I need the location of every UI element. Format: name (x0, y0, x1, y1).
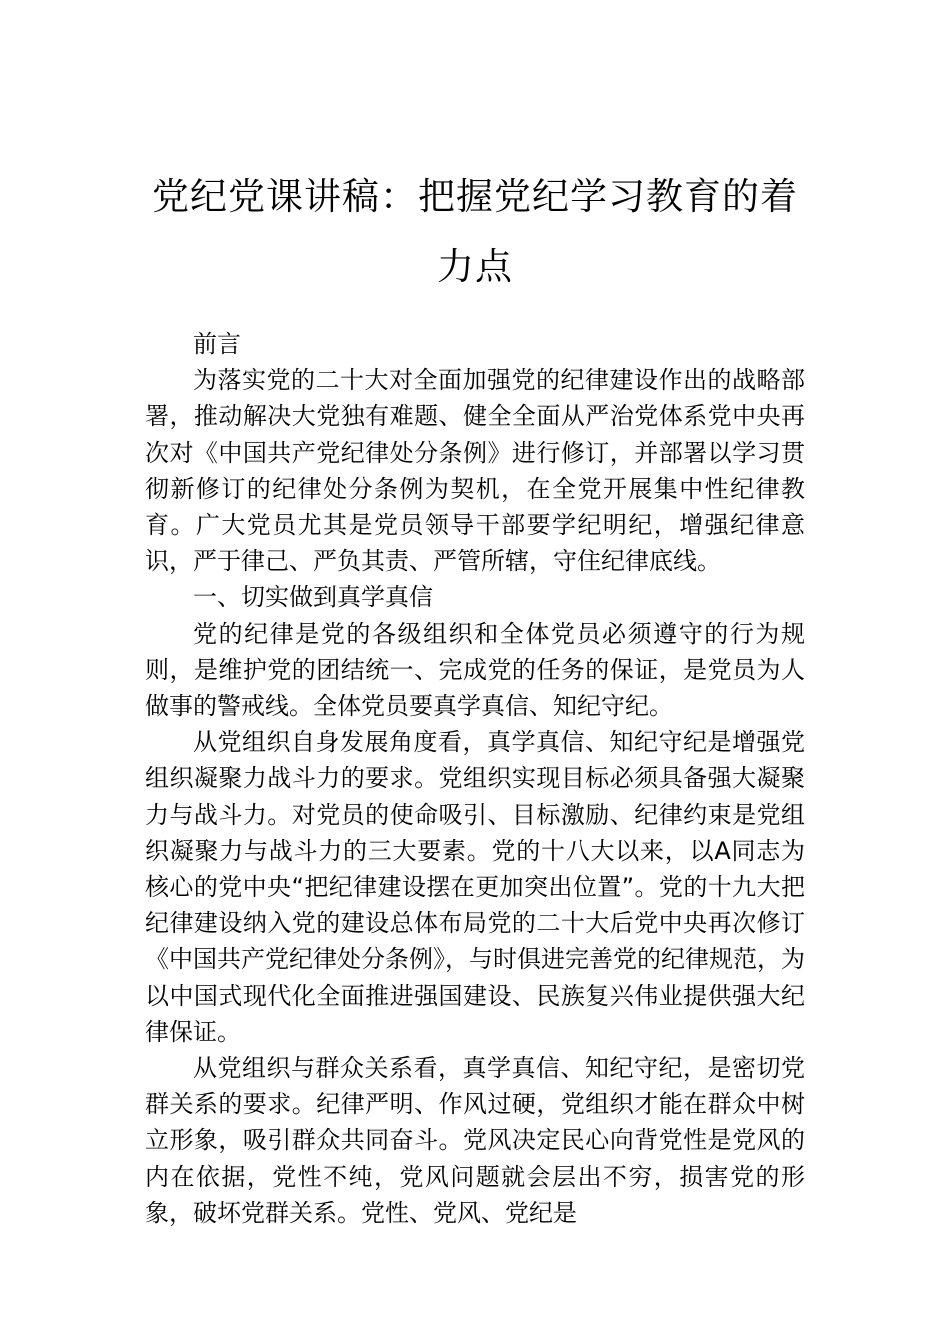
section-heading: 一、切实做到真学真信 (193, 583, 433, 612)
document-body (145, 326, 805, 1231)
document-title: 党纪党课讲稿：把握党纪学习教育的着力点 (152, 175, 798, 288)
body-paragraph: 党的纪律是党的各级组织和全体党员必须遵守的行为规则，是维护党的团结统一、完成党的任务的保证，是党员为人做事的警戒线。全体党员要真学真信、知纪守纪。 (145, 619, 805, 721)
body-paragraph: 从党组织自身发展角度看，真学真信、知纪守纪是增强党组织凝聚力战斗力的要求。党组织实现目标必须具备强大凝聚力与战斗力。对党员的使命吸引、目标激励、纪律约束是党组织凝聚力与战斗力的三大要素。党的十八大以来，以A同志为核心的党中央“把纪律建设摆在更加突出位置”。党的十九大把纪律建设纳入党的建设总体布局党的二十大后党中央再次修订《中国共产党纪律处分条例》，与时俱进完善党的纪律规范，为以中国式现代化全面推进强国建设、民族复兴伟业提供强大纪律保证。 (145, 728, 805, 1046)
body-paragraph: 从党组织与群众关系看，真学真信、知纪守纪，是密切党群关系的要求。纪律严明、作风过硬，党组织才能在群众中树立形象，吸引群众共同奋斗。党风决定民心向背党性是党风的内在依据，党性不纯，党风问题就会层出不穷，损害党的形象，破坏党群关系。党性、党风、党纪是 (145, 1054, 805, 1227)
body-paragraph: 为落实党的二十大对全面加强党的纪律建设作出的战略部署，推动解决大党独有难题、健全全面从严治党体系党中央再次对《中国共产党纪律处分条例》进行修订，并部署以学习贯彻新修订的纪律处分条例为契机，在全党开展集中性纪律教育。广大党员尤其是党员领导干部要学纪明纪，增强纪律意识，严于律己、严负其责、严管所辖，守住纪律底线。 (145, 366, 805, 576)
heading-preface: 前言 (193, 330, 241, 358)
